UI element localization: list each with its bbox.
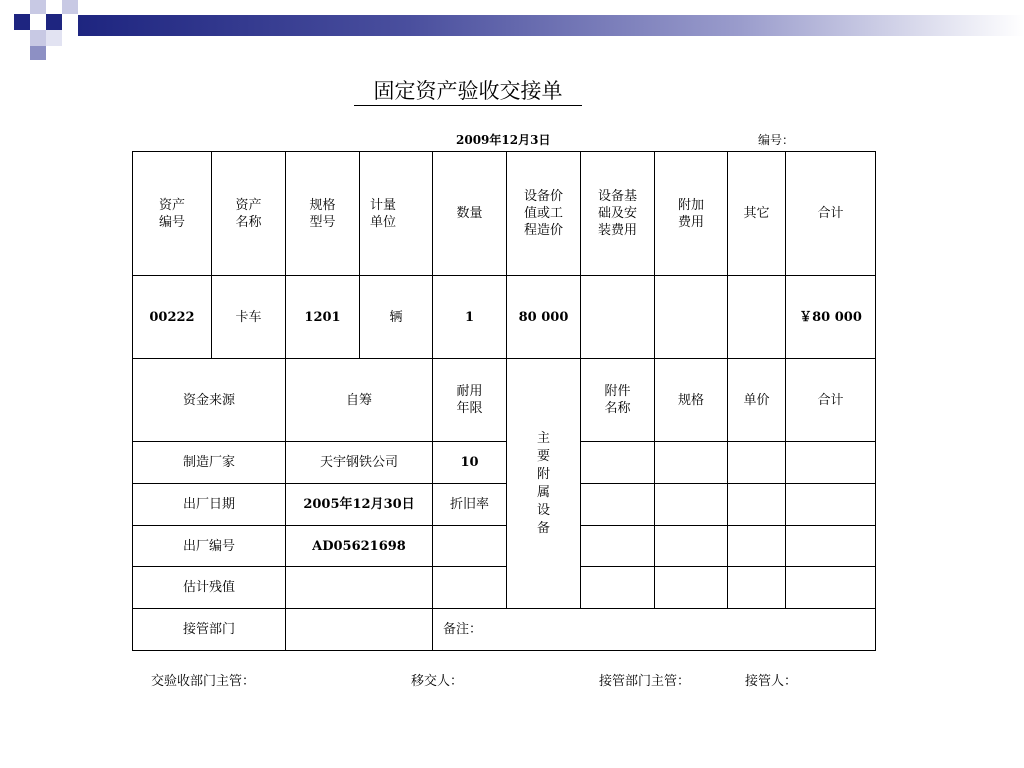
header-cell-unit bbox=[360, 152, 433, 276]
residual-row bbox=[133, 567, 876, 609]
fund-source-row bbox=[133, 359, 876, 442]
empty-cell bbox=[728, 526, 786, 567]
header-label: 合计 bbox=[817, 206, 844, 221]
service-life-label-cell bbox=[433, 359, 507, 442]
decor-square bbox=[14, 14, 30, 30]
factory-no-value: AD05621698 bbox=[286, 526, 433, 567]
header-cell-asset-no bbox=[133, 152, 212, 276]
empty-cell bbox=[655, 567, 728, 609]
fund-source-value: 自筹 bbox=[286, 359, 433, 442]
cell-asset-name: 卡车 bbox=[212, 276, 286, 359]
footer-receiver: 接管人： bbox=[745, 674, 798, 689]
cell-quantity: 1 bbox=[433, 276, 507, 359]
empty-cell bbox=[728, 567, 786, 609]
empty-cell bbox=[786, 567, 876, 609]
cell-install-cost bbox=[581, 276, 655, 359]
header-label: 附加 费用 bbox=[677, 197, 704, 230]
manufacturer-label: 制造厂家 bbox=[133, 442, 286, 484]
form-date: 2009年12月3日 bbox=[456, 133, 551, 147]
header-label: 设备价 值或工 程造价 bbox=[523, 189, 563, 238]
empty-cell bbox=[728, 484, 786, 526]
header-decoration bbox=[0, 0, 1024, 60]
footer-inspect-supervisor: 交验收部门主管： bbox=[151, 674, 256, 689]
decor-square bbox=[30, 0, 46, 14]
form-number-label: 编号： bbox=[758, 133, 795, 147]
empty-cell bbox=[581, 526, 655, 567]
footer-handover-person: 移交人： bbox=[411, 674, 464, 689]
cell-equipment-price: 80 000 bbox=[507, 276, 581, 359]
footer-receive-supervisor: 接管部门主管： bbox=[599, 674, 691, 689]
header-cell-extra-cost bbox=[655, 152, 728, 276]
empty-cell bbox=[728, 442, 786, 484]
accessory-total-label: 合计 bbox=[786, 359, 876, 442]
empty-cell bbox=[581, 442, 655, 484]
empty-cell bbox=[581, 484, 655, 526]
cell-extra-cost bbox=[655, 276, 728, 359]
page-title: 固定资产验收交接单 bbox=[354, 77, 582, 106]
header-label: 资产 编号 bbox=[158, 197, 185, 230]
empty-cell bbox=[786, 484, 876, 526]
cell-unit: 辆 bbox=[360, 276, 433, 359]
main-equipment-label-cell bbox=[507, 359, 581, 609]
dept-row bbox=[133, 609, 876, 651]
empty-cell bbox=[655, 526, 728, 567]
header-cell-other bbox=[728, 152, 786, 276]
service-life-value: 10 bbox=[433, 442, 507, 484]
cell-spec-model: 1201 bbox=[286, 276, 360, 359]
header-label: 数量 bbox=[456, 206, 483, 221]
header-cell-install-cost bbox=[581, 152, 655, 276]
unit-price-label: 单价 bbox=[728, 359, 786, 442]
cell-total: ￥80 000 bbox=[786, 276, 876, 359]
decor-square bbox=[30, 46, 46, 60]
manufacturer-value: 天宇钢铁公司 bbox=[286, 442, 433, 484]
factory-date-row bbox=[133, 484, 876, 526]
header-cell-asset-name bbox=[212, 152, 286, 276]
empty-cell bbox=[655, 442, 728, 484]
notes-label: 备注： bbox=[433, 609, 876, 651]
factory-no-label: 出厂编号 bbox=[133, 526, 286, 567]
empty-cell bbox=[786, 442, 876, 484]
header-label: 其它 bbox=[743, 206, 770, 221]
asset-handover-table bbox=[132, 151, 876, 651]
factory-date-label: 出厂日期 bbox=[133, 484, 286, 526]
dept-value bbox=[286, 609, 433, 651]
cell-other bbox=[728, 276, 786, 359]
empty-cell bbox=[433, 526, 507, 567]
decor-square bbox=[30, 30, 46, 46]
fund-source-label: 资金来源 bbox=[133, 359, 286, 442]
main-equipment-label: 主 要 附 属 设 备 bbox=[536, 430, 550, 536]
residual-label: 估计残值 bbox=[133, 567, 286, 609]
accessory-name-label-cell bbox=[581, 359, 655, 442]
header-label: 设备基 础及安 装费用 bbox=[597, 189, 637, 238]
spec-label: 规格 bbox=[655, 359, 728, 442]
empty-cell bbox=[433, 567, 507, 609]
depreciation-label: 折旧率 bbox=[433, 484, 507, 526]
factory-date-value: 2005年12月30日 bbox=[286, 484, 433, 526]
dept-label: 接管部门 bbox=[133, 609, 286, 651]
decor-square bbox=[62, 0, 78, 14]
decor-gradient-bar bbox=[78, 15, 1024, 36]
service-life-label: 耐用 年限 bbox=[456, 384, 483, 416]
asset-row bbox=[133, 276, 876, 359]
manufacturer-row bbox=[133, 442, 876, 484]
header-cell-total bbox=[786, 152, 876, 276]
empty-cell bbox=[581, 567, 655, 609]
header-cell-spec-model bbox=[286, 152, 360, 276]
empty-cell bbox=[786, 526, 876, 567]
empty-cell bbox=[655, 484, 728, 526]
header-row bbox=[133, 152, 876, 276]
header-cell-equipment-price bbox=[507, 152, 581, 276]
header-label: 计量 单位 bbox=[370, 197, 397, 230]
decor-square bbox=[46, 30, 62, 46]
header-label: 规格 型号 bbox=[309, 197, 336, 230]
header-cell-quantity bbox=[433, 152, 507, 276]
factory-no-row bbox=[133, 526, 876, 567]
decor-square bbox=[46, 14, 62, 30]
empty-cell bbox=[286, 567, 433, 609]
accessory-name-label: 附件 名称 bbox=[604, 384, 631, 416]
header-label: 资产 名称 bbox=[235, 197, 262, 230]
cell-asset-no: 00222 bbox=[133, 276, 212, 359]
